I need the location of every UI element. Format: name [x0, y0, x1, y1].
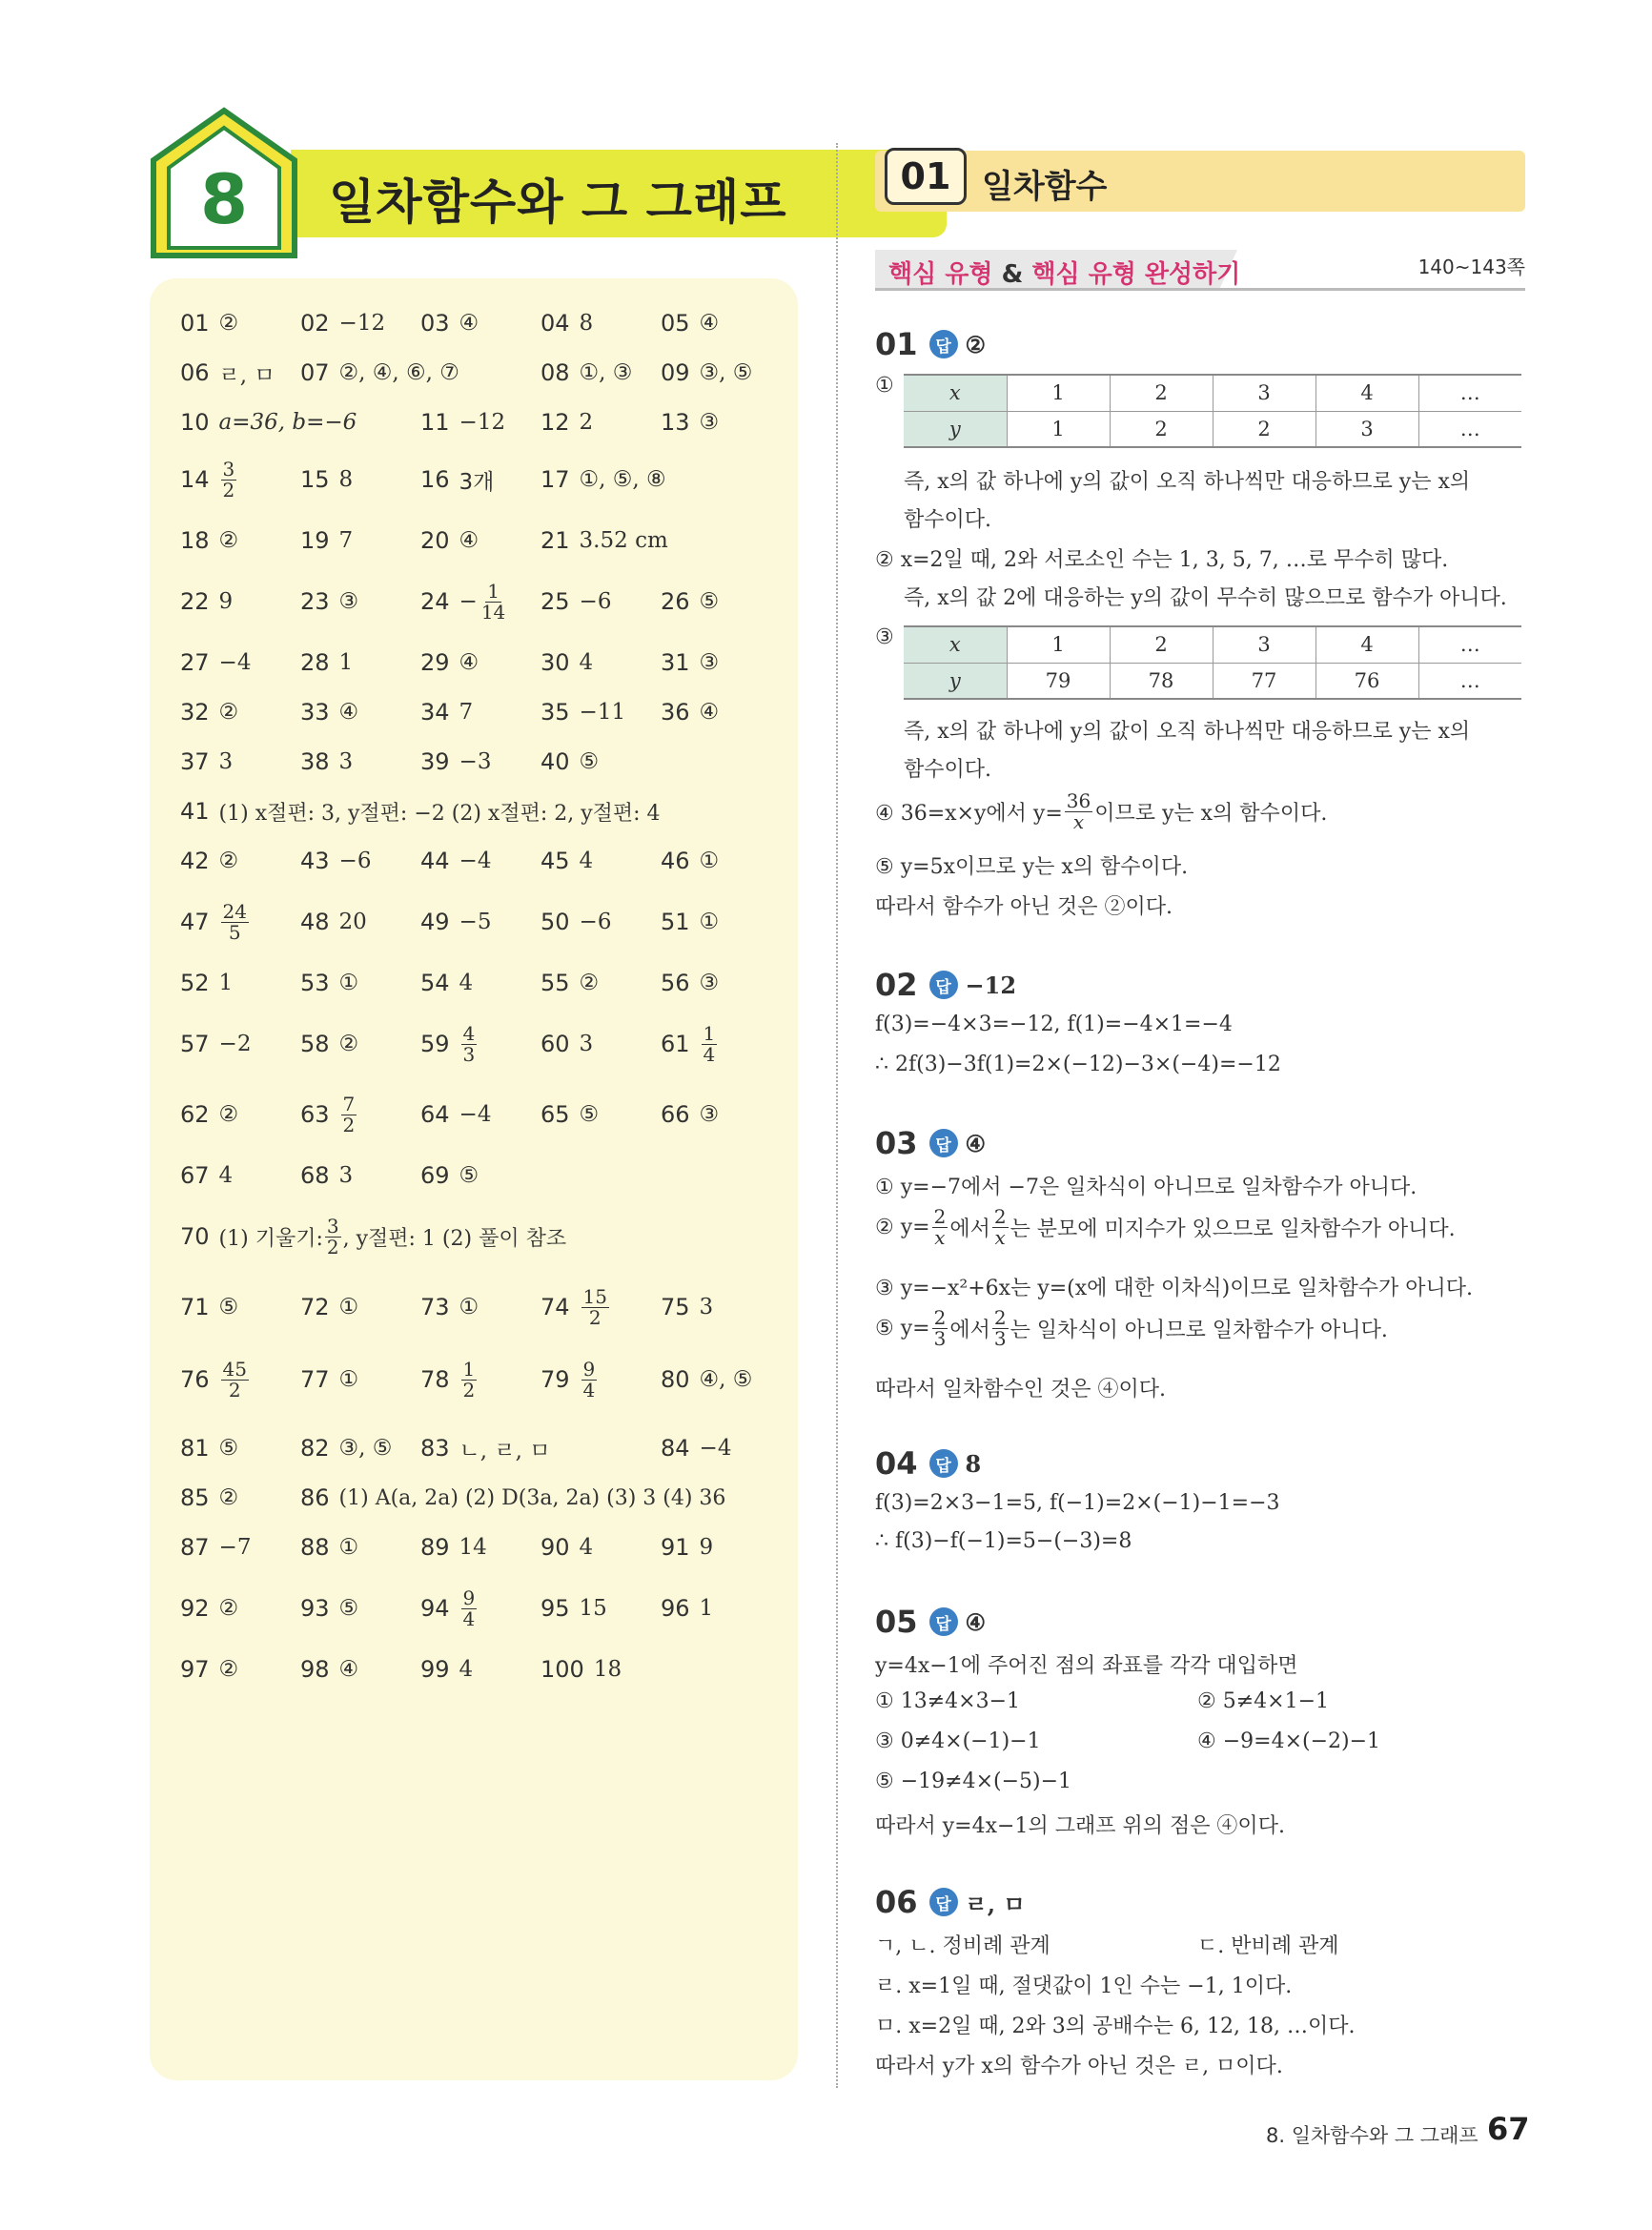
answer-item: 14 $\frac{3}{2}$: [180, 457, 235, 501]
answer-item: 36 ④: [661, 699, 720, 726]
choice-label: ①: [875, 374, 894, 398]
answer-item: 65 ⑤: [540, 1101, 600, 1128]
answer-item: 38 3: [300, 748, 354, 775]
solution-line: ② x=2일 때, 2와 서로소인 수는 1, 3, 5, 7, …로 무수히 많다.: [875, 548, 1449, 572]
answer-item: 37 3: [180, 748, 234, 775]
answer-item: 61 $\frac{1}{4}$: [661, 1021, 716, 1066]
answer-item: 99 4: [420, 1656, 474, 1683]
answer-item: 50 −6: [540, 909, 612, 935]
answer-row: [150, 1474, 798, 1522]
solution-line: ㄷ. 반비례 관계: [1197, 1934, 1339, 1958]
answer-row: [150, 1424, 798, 1472]
answer-item: 07 ②, ④, ⑥, ⑦: [300, 359, 459, 386]
answer-item: 72 ①: [300, 1294, 359, 1320]
answer-item: 20 ④: [420, 527, 479, 554]
solution-line: ㄱ, ㄴ. 정비례 관계: [875, 1934, 1050, 1958]
answer-item: 51 ①: [661, 909, 720, 935]
answer-item: 26 ⑤: [661, 588, 720, 615]
function-table: [904, 374, 1521, 448]
solution-line: 따라서 y=4x−1의 그래프 위의 점은 ④이다.: [875, 1814, 1285, 1838]
answer-row: [150, 1152, 798, 1199]
answer-row: [150, 1020, 798, 1068]
answer-row: [150, 1213, 798, 1260]
answer-item: 95 15: [540, 1595, 607, 1622]
answer-item: 18 ②: [180, 527, 239, 554]
subheader-title: 핵심 유형 & 핵심 유형 완성하기: [888, 260, 1241, 289]
answer-item: 55 ②: [540, 970, 600, 996]
answer-panel: [150, 278, 798, 2080]
answer-item: 34 7: [420, 699, 474, 726]
fraction: $\frac{3}{2}$: [326, 1214, 339, 1258]
answer-item: 03 ④: [420, 310, 479, 337]
answer-badge-icon: 답: [929, 1607, 958, 1636]
answer-item: 69 ⑤: [420, 1162, 479, 1189]
solution-line: ⑤ y=5x이므로 y는 x의 함수이다.: [875, 855, 1189, 879]
solution-line: ② 5≠4×1−1: [1197, 1689, 1330, 1713]
fraction: $\frac{4}{3}$: [462, 1021, 476, 1066]
answer-item: 80 ④, ⑤: [661, 1366, 753, 1393]
fraction: $\frac{2}{x}$: [933, 1205, 947, 1249]
solution-line: ③ y=−x²+6x는 y=(x에 대한 이차식)이므로 일차함수가 아니다.: [875, 1277, 1474, 1300]
problem-heading: 04 답 8: [875, 1445, 982, 1482]
answer-item: 32 ②: [180, 699, 239, 726]
solution-line: ① y=−7에서 −7은 일차식이 아니므로 일차함수가 아니다.: [875, 1176, 1417, 1199]
solution-line: ④ 36=x×y에서 y= $\frac{36}{x}$ 이므로 y는 x의 함수이다.: [875, 789, 1328, 833]
table-row: y 1 2 2 3 …: [904, 411, 1521, 447]
answer-item: 74 $\frac{15}{2}$: [540, 1284, 607, 1329]
table-row: x 1 2 3 4 …: [904, 626, 1521, 663]
problem-heading: 05 답 ④: [875, 1604, 987, 1640]
answer-item: 43 −6: [300, 848, 372, 874]
section-header-bar: [875, 151, 1525, 212]
solution-line: 함수이다.: [904, 758, 992, 782]
answer-item: 11 −12: [420, 409, 506, 436]
answer-item: 42 ②: [180, 848, 239, 874]
answer-item: 28 1: [300, 649, 354, 676]
answer-row: [150, 399, 798, 446]
answer-item: 82 ③, ⑤: [300, 1435, 393, 1462]
solution-line: 즉, x의 값 하나에 y의 값이 오직 하나씩만 대응하므로 y는 x의: [904, 470, 1471, 494]
solution-line: 함수이다.: [904, 508, 992, 532]
answer-item: 02 −12: [300, 310, 386, 337]
answer-item: 29 ④: [420, 649, 479, 676]
answer-item: 35 −11: [540, 699, 626, 726]
page-range: 140~143쪽: [1417, 256, 1525, 278]
answer-item: 78 $\frac{1}{2}$: [420, 1357, 476, 1401]
answer-item: 84 −4: [661, 1435, 732, 1462]
answer-item: 08 ①, ③: [540, 359, 633, 386]
answer-item: 96 1: [661, 1595, 714, 1622]
problem-heading: 02 답 −12: [875, 967, 1017, 1003]
answer-item: 64 −4: [420, 1101, 492, 1128]
answer-item: 100 18: [540, 1656, 622, 1683]
answer-item: 30 4: [540, 649, 594, 676]
fraction: $\frac{45}{2}$: [222, 1357, 247, 1401]
fraction: $\frac{2}{x}$: [993, 1205, 1007, 1249]
page-number: 67: [1487, 2111, 1530, 2147]
solution-line: ∴ f(3)−f(−1)=5−(−3)=8: [875, 1529, 1132, 1553]
answer-item: 89 14: [420, 1534, 487, 1561]
answer-item: 91 9: [661, 1534, 714, 1561]
answer-row: [150, 688, 798, 736]
table-row: x 1 2 3 4 …: [904, 375, 1521, 411]
answer-item: 94 $\frac{9}{4}$: [420, 1586, 476, 1630]
answer-row: [150, 959, 798, 1007]
answer-item: 56 ③: [661, 970, 720, 996]
answer-item: 24 − $\frac{1}{14}$: [420, 579, 506, 624]
answer-item: 53 ①: [300, 970, 359, 996]
answer-item: 46 ①: [661, 848, 720, 874]
answer-item: 16 3개: [420, 466, 495, 495]
answer-row: [150, 1356, 798, 1403]
answer-item: 40 ⑤: [540, 748, 600, 775]
function-table: [904, 625, 1521, 700]
answer-item: 77 ①: [300, 1366, 359, 1393]
answer-item: 90 4: [540, 1534, 594, 1561]
answer-item: 19 7: [300, 527, 354, 554]
solution-line: ㅁ. x=2일 때, 2와 3의 공배수는 6, 12, 18, …이다.: [875, 2015, 1356, 2038]
answer-item: 88 ①: [300, 1534, 359, 1561]
solution-line: 따라서 함수가 아닌 것은 ②이다.: [875, 895, 1173, 919]
answer-item: 23 ③: [300, 588, 359, 615]
answer-item: 39 −3: [420, 748, 492, 775]
fraction: $\frac{1}{4}$: [703, 1021, 716, 1066]
section-number: 01: [885, 148, 967, 205]
solution-line: 즉, x의 값 2에 대응하는 y의 값이 무수히 많으므로 함수가 아니다.: [904, 586, 1507, 610]
answer-item: 97 ②: [180, 1656, 239, 1683]
fraction: $\frac{7}{2}$: [342, 1092, 356, 1136]
problem-heading: 06 답 ㄹ, ㅁ: [875, 1884, 1026, 1920]
answer-item: 66 ③: [661, 1101, 720, 1128]
fraction: $\frac{2}{3}$: [933, 1306, 947, 1350]
fraction: $\frac{3}{2}$: [222, 457, 235, 501]
choice-label: ③: [875, 625, 894, 649]
answer-item: 13 ③: [661, 409, 720, 436]
fraction: $\frac{36}{x}$: [1066, 789, 1091, 833]
answer-item: 04 8: [540, 310, 594, 337]
solution-line: y=4x−1에 주어진 점의 좌표를 각각 대입하면: [875, 1654, 1298, 1678]
fraction: $\frac{1}{2}$: [462, 1357, 476, 1401]
answer-item: 85 ②: [180, 1484, 239, 1511]
chapter-header: [148, 107, 806, 259]
answer-row: [150, 738, 798, 786]
answer-item: 44 −4: [420, 848, 492, 874]
answer-item: 12 2: [540, 409, 594, 436]
answer-item: 70 (1) 기울기: $\frac{3}{2}$ , y절편: 1 (2) 풀이 참조: [180, 1214, 567, 1258]
answer-item: 98 ④: [300, 1656, 359, 1683]
answer-row: [150, 1524, 798, 1571]
answer-row: [150, 1646, 798, 1693]
answer-row: [150, 639, 798, 686]
answer-item: 62 ②: [180, 1101, 239, 1128]
answer-badge-icon: 답: [929, 1888, 958, 1916]
fraction: $\frac{9}{4}$: [462, 1586, 476, 1630]
solution-line: ③ 0≠4×(−1)−1: [875, 1729, 1041, 1753]
answer-badge-icon: 답: [929, 1129, 958, 1157]
subheader-bar: [875, 250, 1525, 290]
answer-item: 54 4: [420, 970, 474, 996]
answer-row: [150, 837, 798, 885]
answer-item: 73 ①: [420, 1294, 479, 1320]
answer-item: 67 4: [180, 1162, 234, 1189]
answer-item: 71 ⑤: [180, 1294, 239, 1320]
solution-line: ② y= $\frac{2}{x}$ 에서 $\frac{2}{x}$ 는 분모에 미지수가 있으므로 일차함수가 아니다.: [875, 1205, 1456, 1249]
solution-line: ㄹ. x=1일 때, 절댓값이 1인 수는 −1, 1이다.: [875, 1974, 1293, 1998]
fraction: $\frac{1}{14}$: [480, 579, 506, 624]
answer-item: 22 9: [180, 588, 234, 615]
answer-item: 47 $\frac{24}{5}$: [180, 899, 247, 944]
solution-line: f(3)=2×3−1=5, f(−1)=2×(−1)−1=−3: [875, 1491, 1280, 1515]
answer-row: [150, 1283, 798, 1331]
solution-line: 따라서 y가 x의 함수가 아닌 것은 ㄹ, ㅁ이다.: [875, 2055, 1283, 2078]
answer-row: [150, 578, 798, 625]
fraction: $\frac{24}{5}$: [222, 899, 247, 944]
answer-item: 01 ②: [180, 310, 239, 337]
solution-line: ⑤ −19≠4×(−5)−1: [875, 1770, 1072, 1793]
solution-line: 따라서 일차함수인 것은 ④이다.: [875, 1378, 1166, 1401]
answer-item: 92 ②: [180, 1595, 239, 1622]
answer-item: 41 (1) x절편: 3, y절편: −2 (2) x절편: 2, y절편: 4: [180, 798, 661, 826]
solution-line: ⑤ y= $\frac{2}{3}$ 에서 $\frac{2}{3}$ 는 일차식이 아니므로 일차함수가 아니다.: [875, 1306, 1388, 1350]
answer-item: 52 1: [180, 970, 234, 996]
answer-item: 27 −4: [180, 649, 252, 676]
answer-item: 31 ③: [661, 649, 720, 676]
answer-item: 57 −2: [180, 1031, 252, 1057]
answer-item: 83 ㄴ, ㄹ, ㅁ: [420, 1435, 551, 1463]
footer-chapter-title: 8. 일차함수와 그 그래프: [1266, 2124, 1479, 2147]
section-title: 일차함수: [982, 168, 1108, 206]
answer-item: 87 −7: [180, 1534, 252, 1561]
answer-item: 45 4: [540, 848, 594, 874]
column-divider: [836, 143, 838, 2088]
answer-row: [150, 517, 798, 564]
fraction: $\frac{2}{3}$: [993, 1306, 1007, 1350]
answer-item: 17 ①, ⑤, ⑧: [540, 466, 666, 493]
answer-item: 10 a=36, b=−6: [180, 409, 357, 436]
answer-item: 58 ②: [300, 1031, 359, 1057]
solution-line: f(3)=−4×3=−12, f(1)=−4×1=−4: [875, 1013, 1233, 1036]
answer-row: [150, 299, 798, 347]
answer-item: 60 3: [540, 1031, 594, 1057]
answer-row: [150, 898, 798, 946]
table-row: y 79 78 77 76 …: [904, 663, 1521, 699]
answer-row: [150, 349, 798, 397]
answer-row: [150, 1585, 798, 1632]
answer-item: 21 3.52 cm: [540, 527, 668, 554]
fraction: $\frac{15}{2}$: [582, 1284, 607, 1329]
answer-badge-icon: 답: [929, 330, 958, 358]
answer-item: 09 ③, ⑤: [661, 359, 753, 386]
answer-row: [150, 456, 798, 503]
answer-item: 68 3: [300, 1162, 354, 1189]
chapter-number: 8: [199, 159, 249, 239]
answer-item: 33 ④: [300, 699, 359, 726]
problem-heading: 01 답 ②: [875, 326, 987, 362]
solution-line: 즉, x의 값 하나에 y의 값이 오직 하나씩만 대응하므로 y는 x의: [904, 720, 1471, 744]
problem-heading: 03 답 ④: [875, 1125, 987, 1161]
answer-item: 76 $\frac{45}{2}$: [180, 1357, 247, 1401]
answer-item: 15 8: [300, 466, 354, 493]
answer-item: 25 −6: [540, 588, 612, 615]
answer-item: 49 −5: [420, 909, 492, 935]
answer-badge-icon: 답: [929, 971, 958, 999]
answer-item: 75 3: [661, 1294, 714, 1320]
solution-line: ① 13≠4×3−1: [875, 1689, 1021, 1713]
answer-item: 06 ㄹ, ㅁ: [180, 359, 275, 388]
fraction: $\frac{9}{4}$: [582, 1357, 596, 1401]
answer-item: 93 ⑤: [300, 1595, 359, 1622]
answer-row: [150, 1091, 798, 1138]
solution-line: ④ −9=4×(−2)−1: [1197, 1729, 1381, 1753]
solution-line: ∴ 2f(3)−3f(1)=2×(−12)−3×(−4)=−12: [875, 1053, 1281, 1076]
answer-item: 79 $\frac{9}{4}$: [540, 1357, 596, 1401]
answer-item: 48 20: [300, 909, 367, 935]
answer-item: 86 (1) A(a, 2a) (2) D(3a, 2a) (3) 3 (4) 36: [300, 1484, 726, 1511]
answer-item: 81 ⑤: [180, 1435, 239, 1462]
answer-item: 59 $\frac{4}{3}$: [420, 1021, 476, 1066]
answer-item: 05 ④: [661, 310, 720, 337]
answer-badge-icon: 답: [929, 1449, 958, 1478]
chapter-title: 일차함수와 그 그래프: [329, 174, 787, 230]
answer-item: 63 $\frac{7}{2}$: [300, 1092, 356, 1136]
answer-row: [150, 788, 798, 835]
